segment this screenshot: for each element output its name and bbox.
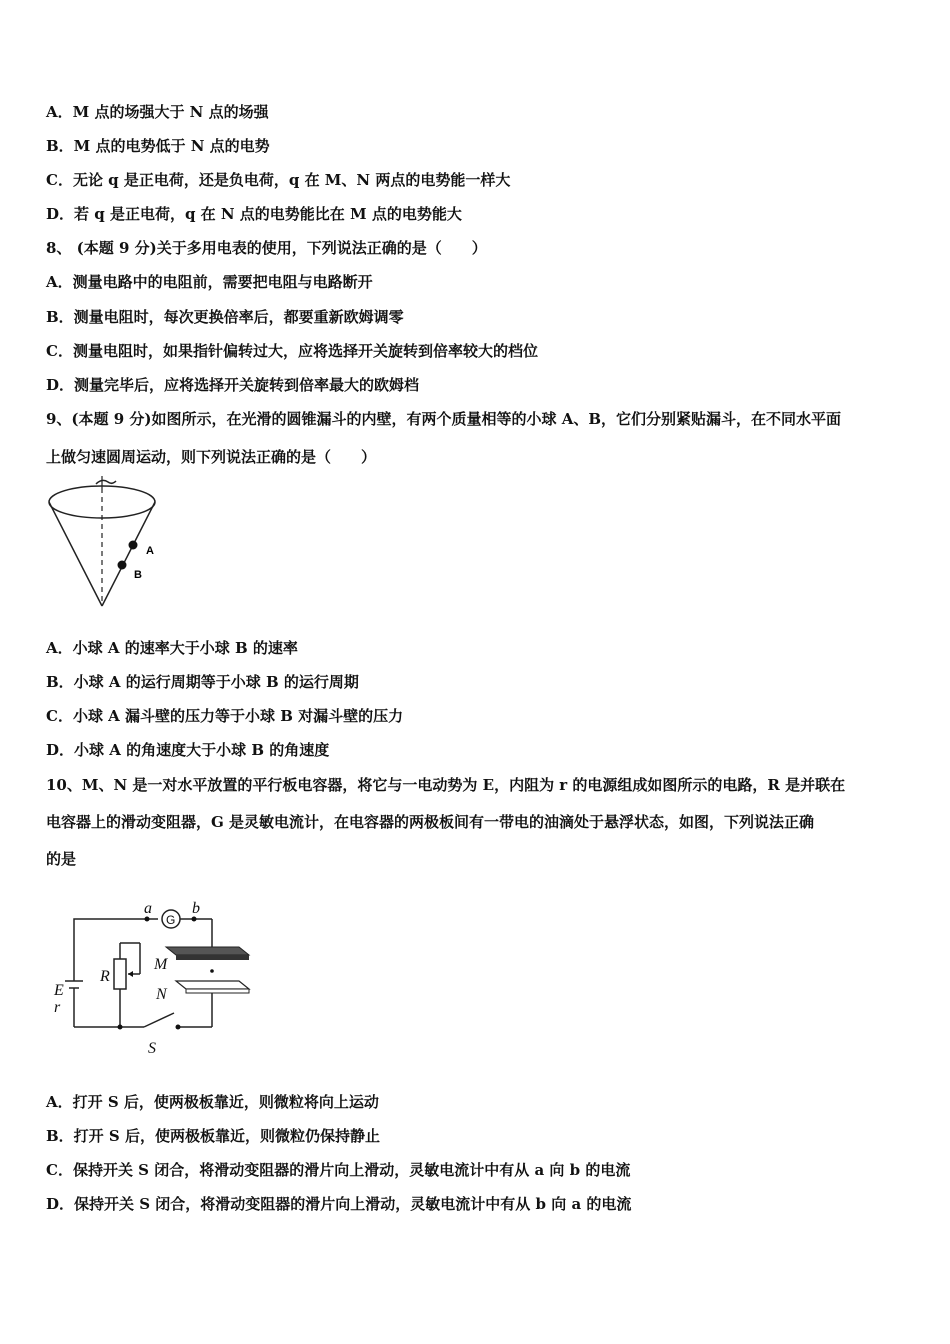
q8-option-d: D．测量完毕后，应将选择开关旋转到倍率最大的欧姆档	[46, 376, 420, 394]
q10-stem-line3: 的是	[46, 850, 77, 868]
q10-option-b: B．打开 S 后，使两极板靠近，则微粒仍保持静止	[46, 1127, 380, 1145]
q9-option-a: A．小球 A 的速率大于小球 B 的速率	[46, 639, 298, 657]
label-b: b	[192, 900, 200, 917]
q10-stem-line1: 10、M、N 是一对水平放置的平行板电容器，将它与一电动势为 E，内阻为 r 的电源组成如图所示的电路，R 是并联在	[46, 776, 846, 794]
q9-stem-line2: 上做匀速圆周运动，则下列说法正确的是（ ）	[46, 448, 377, 466]
ball-b	[118, 561, 127, 570]
q10-stem-line2: 电容器上的滑动变阻器，G 是灵敏电流计，在电容器的两极板间有一带电的油滴处于悬浮状态，如图，下列说法正确	[46, 813, 815, 831]
label-n: N	[156, 986, 167, 1003]
q9-stem-line1: 9、(本题 9 分)如图所示，在光滑的圆锥漏斗的内壁，有两个质量相等的小球 A、B，它们分别紧贴漏斗，在不同水平面	[46, 410, 842, 428]
q10-option-a: A．打开 S 后，使两极板靠近，则微粒将向上运动	[46, 1093, 379, 1111]
plate-m	[166, 947, 249, 955]
label-a: a	[144, 900, 152, 917]
funnel-diagram	[44, 474, 174, 614]
q8-stem: 8、 (本题 9 分)关于多用电表的使用，下列说法正确的是（ ）	[46, 239, 487, 257]
label-r-big: R	[100, 968, 110, 985]
q7-option-c: C．无论 q 是正电荷，还是负电荷，q 在 M、N 两点的电势能一样大	[46, 171, 511, 189]
q9-option-c: C．小球 A 漏斗壁的压力等于小球 B 对漏斗壁的压力	[46, 707, 404, 725]
q10-option-d: D．保持开关 S 闭合，将滑动变阻器的滑片向上滑动，灵敏电流计中有从 b 向 a 的电流	[46, 1195, 632, 1213]
ball-a	[129, 541, 138, 550]
label-e: E	[54, 982, 64, 999]
q7-option-a: A．M 点的场强大于 N 点的场强	[46, 103, 269, 121]
label-m: M	[154, 956, 168, 973]
label-s: S	[148, 1040, 156, 1057]
q8-option-b: B．测量电阻时，每次更换倍率后，都要重新欧姆调零	[46, 308, 404, 326]
q7-option-b: B．M 点的电势低于 N 点的电势	[46, 137, 270, 155]
label-b: B	[134, 569, 142, 581]
label-g: G	[166, 913, 176, 927]
slider-arrow-icon	[128, 971, 133, 977]
q9-option-d: D．小球 A 的角速度大于小球 B 的角速度	[46, 741, 330, 759]
circuit-diagram	[44, 895, 259, 1060]
q9-option-b: B．小球 A 的运行周期等于小球 B 的运行周期	[46, 673, 359, 691]
q10-option-c: C．保持开关 S 闭合，将滑动变阻器的滑片向上滑动，灵敏电流计中有从 a 向 b 的电流	[46, 1161, 631, 1179]
oil-drop	[210, 969, 214, 973]
q8-option-a: A．测量电路中的电阻前，需要把电阻与电路断开	[46, 273, 373, 291]
q7-option-d: D．若 q 是正电荷，q 在 N 点的电势能比在 M 点的电势能大	[46, 205, 462, 223]
label-r-small: r	[54, 999, 61, 1016]
label-a: A	[146, 545, 154, 557]
q8-option-c: C．测量电阻时，如果指针偏转过大，应将选择开关旋转到倍率较大的档位	[46, 342, 538, 360]
plate-n	[176, 981, 249, 989]
rotation-arrow-icon	[96, 480, 116, 484]
